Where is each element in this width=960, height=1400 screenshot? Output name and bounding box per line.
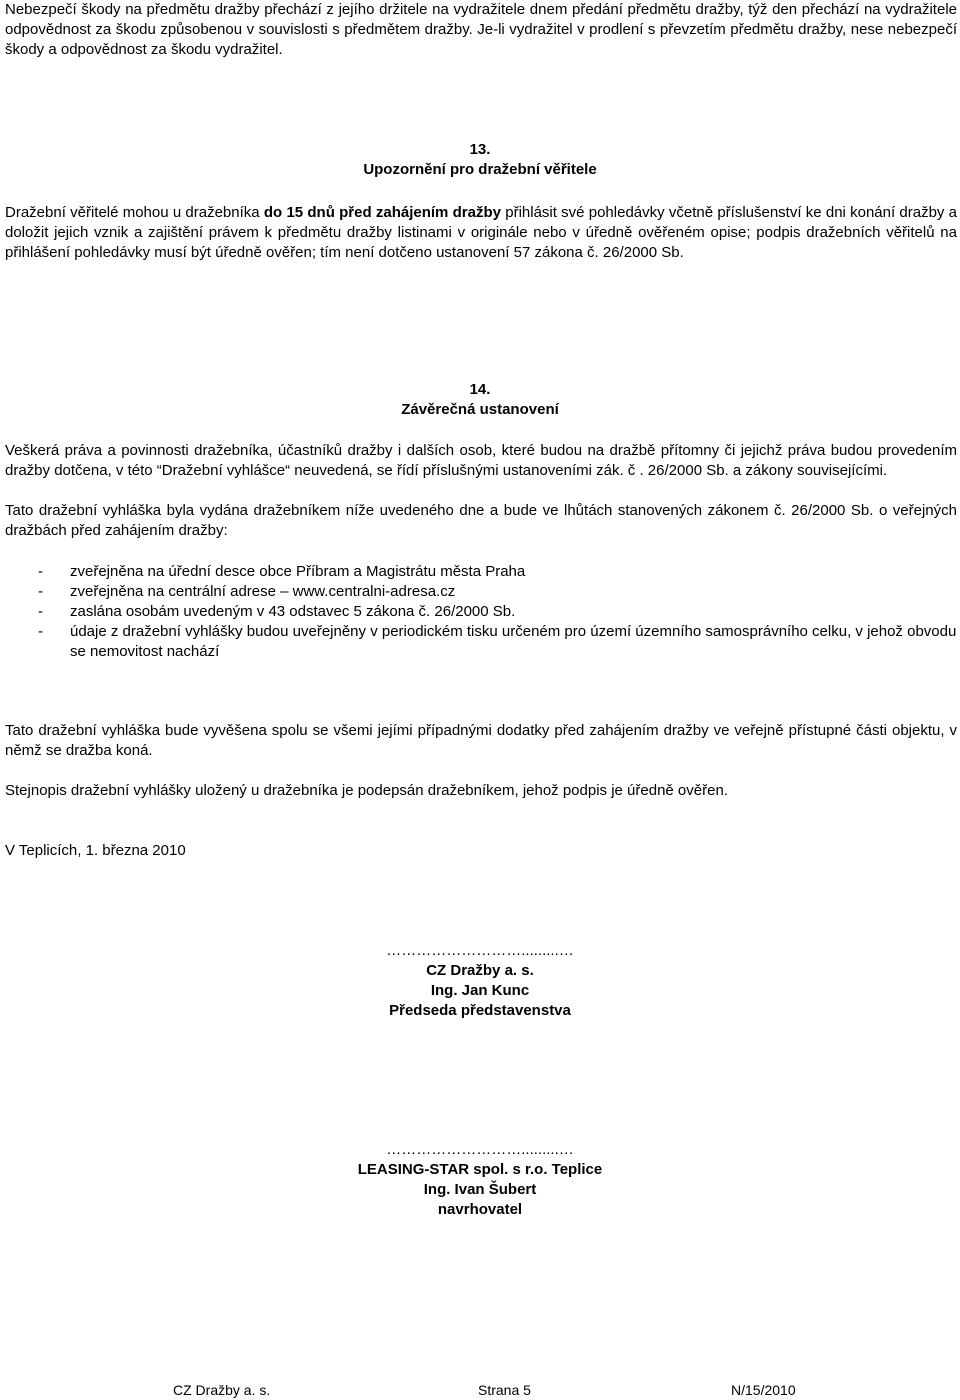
list-dash: -	[38, 603, 43, 620]
list-dash: -	[38, 623, 43, 640]
list-item-text: zaslána osobám uvedeným v 43 odstavec 5 zákona č. 26/2000 Sb.	[70, 603, 516, 620]
section-14-number: 14.	[469, 381, 491, 398]
signature-company: CZ Dražby a. s.	[426, 962, 534, 979]
list-dash: -	[38, 583, 43, 600]
signature-block-auctioneer	[0, 941, 960, 1021]
list-item	[38, 602, 958, 622]
signature-person: Ing. Ivan Šubert	[423, 1181, 537, 1198]
list-dash: -	[38, 563, 43, 580]
section-13-deadline: do 15 dnů před zahájením dražby	[263, 204, 501, 221]
list-item-text: zveřejněna na úřední desce obce Příbram a Magistrátu města Praha	[70, 563, 526, 580]
publication-list	[38, 562, 958, 662]
list-item-text: údaje z dražební vyhlášky budou uveřejněny v periodickém tisku určeném pro území územního samosprávního celku, v jehož obvodu se nemovitost nachází	[70, 623, 957, 660]
footer-page-number: Strana 5	[478, 1382, 531, 1398]
list-item	[38, 562, 958, 582]
section-14-paragraph-3: Tato dražební vyhláška bude vyvěšena spolu se všemi jejími případnými dodatky před zahájením dražby ve veřejně přístupné části objektu, v němž se dražba koná.	[5, 722, 957, 759]
intro-paragraph: Nebezpečí škody na předmětu dražby přechází z jejího držitele na vydražitele dnem předání předmětu dražby, týž den přechází na vydražitele odpovědnost za škodu způsobenou v souvislosti s předmětem dražby. Je-li vydražitel v prodlení s převzetím předmětu dražby, nese nebezpečí škody a odpovědnost za škodu vydražitel.	[5, 1, 957, 58]
section-14-paragraph-4: Stejnopis dražební vyhlášky uložený u dražebníka je podepsán dražebníkem, jehož podpis je úředně ověřen.	[5, 782, 728, 799]
section-13-text-start: Dražební věřitelé mohou u dražebníka	[5, 204, 264, 221]
section-13-title: Upozornění pro dražební věřitele	[363, 161, 597, 178]
signature-role: navrhovatel	[437, 1201, 523, 1218]
section-13-text-end: přihlásit své pohledávky včetně příslušenství ke dni konání dražby a doložit jejich vznik a zajištění právem k předmětu dražby listinami v originále nebo v úředně ověřeném opise; podpis dražebních věřitelů na přihlášení pohledávky musí být úředně ověřen; tím není dotčeno ustanovení 57 zákona č. 26/2000 Sb.	[5, 204, 958, 261]
section-14-paragraph-2: Tato dražební vyhláška byla vydána dražebníkem níže uvedeného dne a bude ve lhůtách stanovených zákonem č. 26/2000 Sb. o veřejných dražbách před zahájením dražby:	[5, 502, 957, 539]
list-item	[38, 622, 958, 662]
signature-block-proposer	[0, 1140, 960, 1220]
signature-company: LEASING-STAR spol. s r.o. Teplice	[357, 1161, 603, 1178]
list-item-text: zveřejněna na centrální adrese – www.centralni-adresa.cz	[70, 583, 456, 600]
place-and-date: V Teplicích, 1. března 2010	[5, 842, 186, 859]
section-13-number: 13.	[469, 141, 491, 158]
footer-document-number: N/15/2010	[731, 1382, 796, 1398]
section-13-paragraph	[5, 203, 957, 263]
section-14-paragraph-1: Veškerá práva a povinnosti dražebníka, účastníků dražby i dalších osob, které budou na dražbě přítomny či jejichž práva budou provedením dražby dotčena, v této “Dražební vyhlášce“ neuvedená, se řídí příslušnými ustanoveními zák. č . 26/2000 Sb. a zákony souvisejícími.	[5, 442, 957, 479]
footer-company: CZ Dražby a. s.	[173, 1382, 271, 1398]
signature-line: ……………………….........…	[386, 942, 574, 959]
signature-line: ……………………….........…	[386, 1141, 574, 1158]
section-14-title: Závěrečná ustanovení	[401, 401, 559, 418]
list-item	[38, 582, 958, 602]
signature-person: Ing. Jan Kunc	[430, 982, 530, 999]
signature-role: Předseda představenstva	[389, 1002, 571, 1019]
